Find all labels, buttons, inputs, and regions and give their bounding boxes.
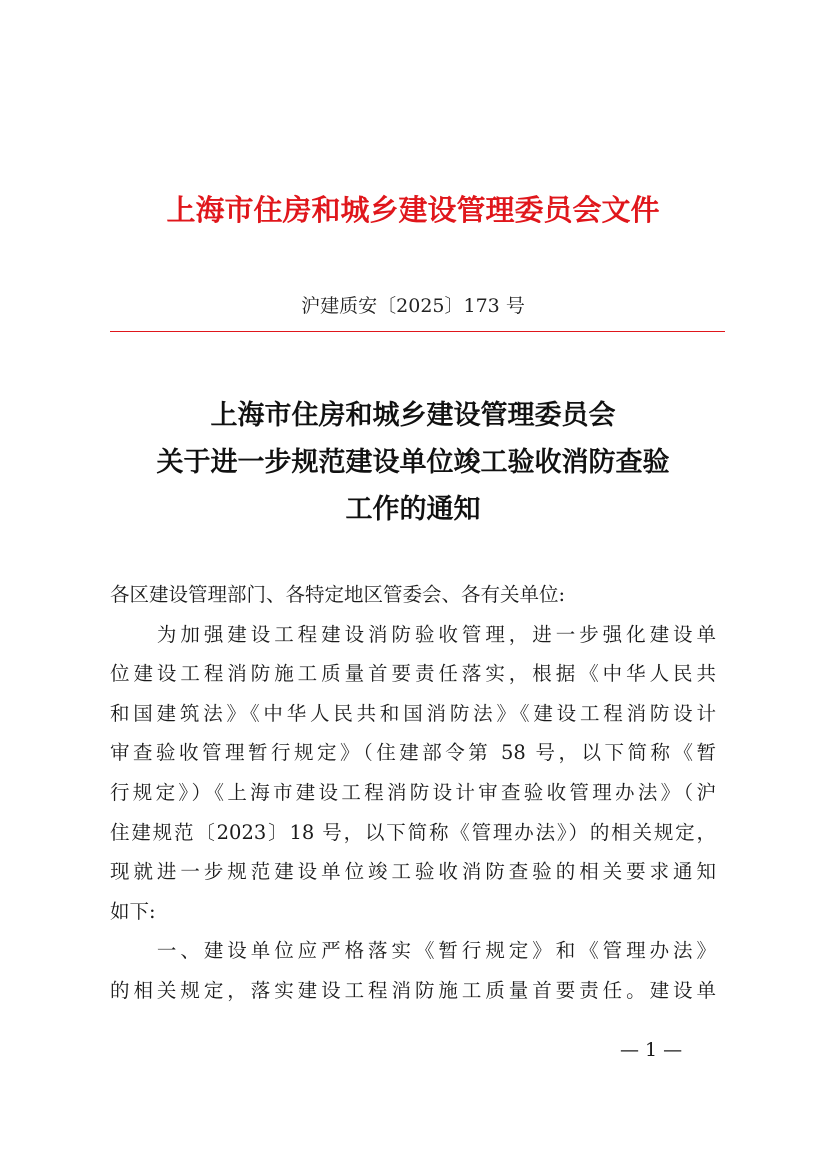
body-line: 审查验收管理暂行规定》（住建部令第 58 号，以下简称《暂: [110, 741, 716, 765]
body-line: 为加强建设工程建设消防验收管理，进一步强化建设单: [110, 622, 716, 646]
body-line: 位建设工程消防施工质量首要责任落实，根据《中华人民共: [110, 662, 716, 686]
red-divider-line: [110, 331, 725, 332]
body-line: 的相关规定，落实建设工程消防施工质量首要责任。建设单: [110, 978, 716, 1002]
body-line: 如下:: [110, 899, 156, 923]
body-line: 行规定》）《上海市建设工程消防设计审查验收管理办法》（沪: [110, 780, 716, 804]
issuer-header-title: 上海市住房和城乡建设管理委员会文件: [166, 193, 660, 227]
body-line: 一、建设单位应严格落实《暂行规定》和《管理办法》: [110, 939, 716, 963]
document-number: 沪建质安〔2025〕173 号: [301, 295, 525, 317]
notice-title-line-1: 上海市住房和城乡建设管理委员会: [210, 400, 616, 431]
body-line: 住建规范〔2023〕18 号，以下简称《管理办法》）的相关规定，: [110, 820, 716, 844]
salutation-line: 各区建设管理部门、各特定地区管委会、各有关单位:: [110, 583, 566, 606]
body-line: 和国建筑法》《中华人民共和国消防法》《建设工程消防设计: [110, 701, 716, 725]
page-number: — 1 —: [620, 1039, 683, 1061]
notice-title-line-2: 关于进一步规范建设单位竣工验收消防查验: [156, 447, 670, 478]
notice-title: [0, 392, 826, 533]
body-line: 现就进一步规范建设单位竣工验收消防查验的相关要求通知: [110, 860, 716, 884]
notice-title-line-3: 工作的通知: [345, 494, 481, 525]
notice-body: [110, 575, 716, 1011]
